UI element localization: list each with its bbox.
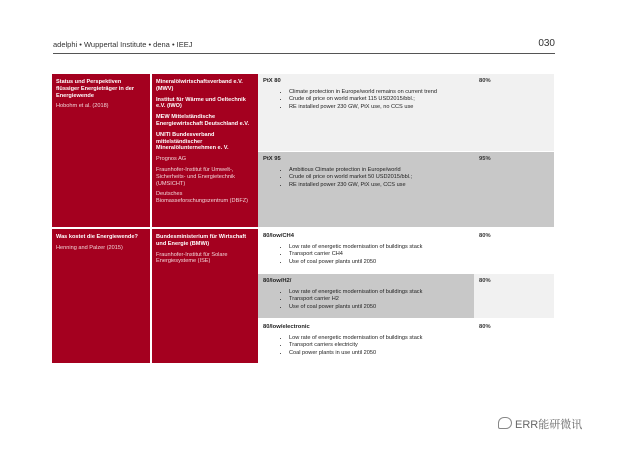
bullet: • RE installed power 230 GW, PtX use, CCS use bbox=[289, 182, 469, 189]
org-item: Fraunhofer-Institut für Solare Energiesysteme (ISE) bbox=[156, 251, 228, 265]
bullet: • Transport carrier H2 bbox=[289, 296, 469, 303]
scenario-ptx95-target: 95% bbox=[474, 152, 554, 227]
scenario-80-low-electronic-target: 80% bbox=[474, 320, 554, 363]
bullet: • Crude oil price on world market 115 USD2015/bbl.; bbox=[289, 96, 469, 103]
study-1-title: Status und Perspektiven flüssiger Energieträger in der Energiewende bbox=[56, 79, 135, 99]
org-item: Bundesministerium für Wirtschaft und Energie (BMWi) bbox=[156, 234, 247, 247]
scenario-80-low-ch4 bbox=[258, 229, 474, 273]
bullet: • Transport carriers electricity bbox=[289, 342, 469, 349]
scenario-bullets bbox=[263, 167, 469, 189]
bullet: • Low rate of energetic modernisation of buildings stack bbox=[289, 335, 469, 342]
bullet: • Ambitious Climate protection in Europe/world bbox=[289, 167, 469, 174]
scenario-bullets bbox=[263, 289, 469, 311]
header-divider bbox=[53, 53, 555, 54]
bullet: • Use of coal power plants until 2050 bbox=[289, 259, 469, 266]
study-2-orgs-cell bbox=[152, 229, 258, 363]
watermark bbox=[498, 416, 582, 432]
watermark-text: ERR能研微讯 bbox=[515, 419, 583, 431]
scenario-title: PtX 95 bbox=[263, 156, 281, 162]
bullet: • Coal power plants in use until 2050 bbox=[289, 350, 469, 357]
scenario-80-low-electronic bbox=[258, 320, 474, 363]
scenario-ptx80-target: 80% bbox=[474, 74, 554, 151]
bullet: • Crude oil price on world market 50 USD2015/bbl.; bbox=[289, 174, 469, 181]
header-authors: adelphi • Wuppertal Institute • dena • IEEJ bbox=[53, 40, 193, 49]
scenario-bullets bbox=[263, 89, 469, 111]
scenario-title: 80/low/electronic bbox=[263, 324, 310, 330]
org-item: Fraunhofer-Institut für Umwelt-, Sicherheits- und Energietechnik (UMSICHT) bbox=[156, 166, 235, 187]
bullet: • Transport carrier CH4 bbox=[289, 251, 469, 258]
scenario-80-low-h2 bbox=[258, 274, 474, 318]
bullet: • RE installed power 230 GW, PtX use, no CCS use bbox=[289, 104, 469, 111]
study-1-orgs-cell bbox=[152, 74, 258, 227]
org-item: Mineralölwirtschaftsverband e.V. (MWV) bbox=[156, 79, 243, 92]
scenario-title: PtX 80 bbox=[263, 78, 281, 84]
page-number: 030 bbox=[538, 38, 555, 49]
wechat-bubble-icon bbox=[498, 417, 512, 429]
org-item: Prognos AG bbox=[156, 156, 187, 163]
page-header bbox=[53, 40, 555, 52]
bullet: • Low rate of energetic modernisation of buildings stack bbox=[289, 244, 469, 251]
scenario-80-low-h2-target: 80% bbox=[474, 274, 554, 318]
study-1-reference: Hobohm et al. (2018) bbox=[56, 103, 109, 110]
bullet: • Climate protection in Europe/world remains on current trend bbox=[289, 89, 469, 96]
org-item: MEW Mittelständische Energiewirtschaft Deutschland e.V. bbox=[156, 114, 250, 127]
study-2-reference: Henning and Palzer (2015) bbox=[56, 244, 123, 251]
org-item: Institut für Wärme und Oeltechnik e.V. (IWO) bbox=[156, 96, 246, 110]
scenario-ptx80 bbox=[258, 74, 474, 151]
study-1-title-cell bbox=[52, 74, 150, 227]
scenario-bullets bbox=[263, 244, 469, 266]
scenario-ptx95 bbox=[258, 152, 474, 227]
scenario-title: 80/low/CH4 bbox=[263, 233, 294, 239]
study-2-title: Was kostet die Energiewende? bbox=[56, 234, 138, 240]
bullet: • Low rate of energetic modernisation of buildings stack bbox=[289, 289, 469, 296]
org-item: UNITI Bundesverband mittelständischer Mineralölunternehmen e. V. bbox=[156, 131, 229, 152]
study-2-title-cell bbox=[52, 229, 150, 363]
scenario-80-low-ch4-target: 80% bbox=[474, 229, 554, 273]
org-item: Deutsches Biomasseforschungszentrum (DBFZ) bbox=[156, 191, 249, 205]
scenario-title: 80/low/H2/ bbox=[263, 278, 292, 284]
bullet: • Use of coal power plants until 2050 bbox=[289, 304, 469, 311]
scenario-bullets bbox=[263, 335, 469, 357]
